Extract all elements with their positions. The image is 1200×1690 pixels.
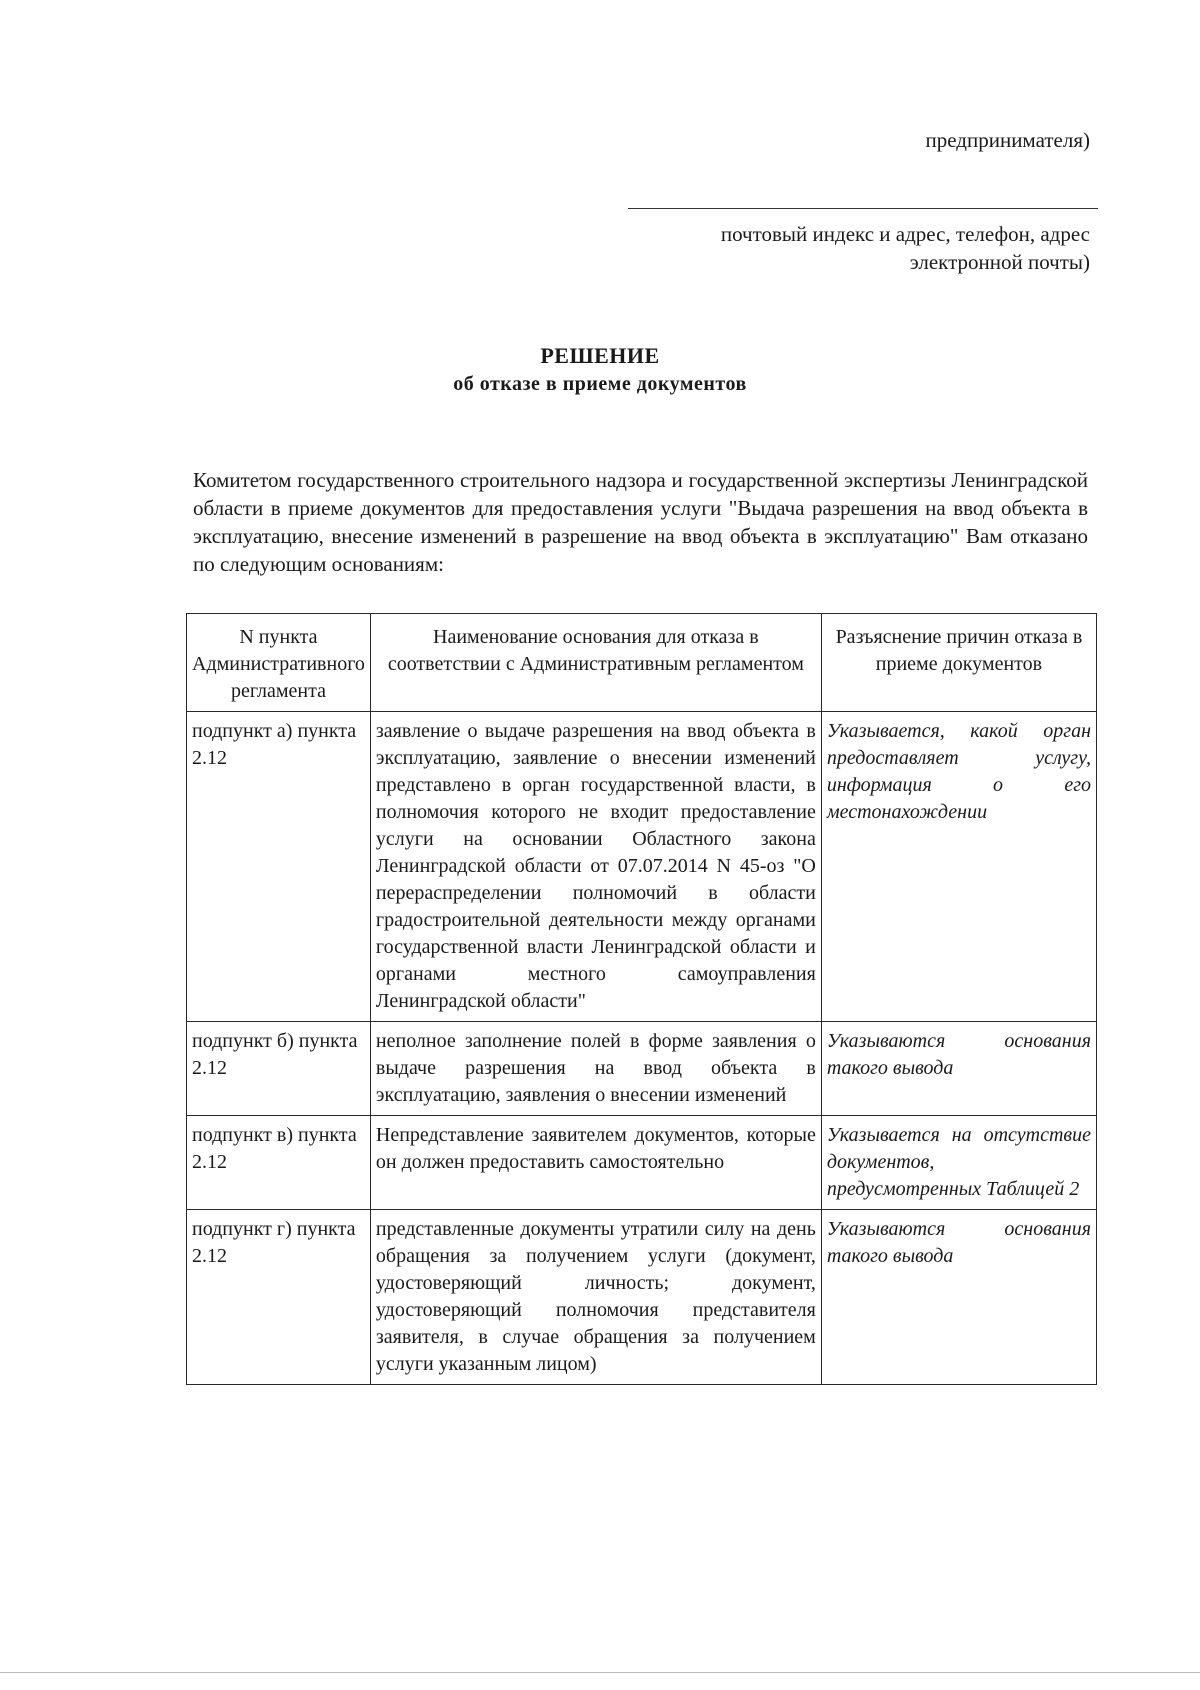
row-ground: Непредставление заявителем документов, которые он должен предоставить самостоятельно xyxy=(370,1116,821,1210)
document-subtitle: об отказе в приеме документов xyxy=(453,373,747,395)
row-point: подпункт в) пункта 2.12 xyxy=(187,1116,371,1210)
refusal-grounds-table xyxy=(186,613,1097,1385)
header-point: N пункта Административного регламента xyxy=(187,614,371,712)
row-explanation: Указывается на отсутствие документов, предусмотренных Таблицей 2 xyxy=(821,1116,1096,1210)
row-point: подпункт г) пункта 2.12 xyxy=(187,1210,371,1385)
document-title: РЕШЕНИЕ xyxy=(540,343,660,368)
row-ground: неполное заполнение полей в форме заявления о выдаче разрешения на ввод объекта в эксплуатацию, заявления о внесении изменений xyxy=(370,1022,821,1116)
header-ground: Наименование основания для отказа в соответствии с Административным регламентом xyxy=(370,614,821,712)
row-ground: представленные документы утратили силу на день обращения за получением услуги (документ, удостоверяющий личность; документ, удостоверяющий полномочия представителя заявителя, в случае обращения за получением услуги указанным лицом) xyxy=(370,1210,821,1385)
row-explanation: Указываются основания такого вывода xyxy=(821,1022,1096,1116)
table-header-row xyxy=(187,614,1097,712)
table-row xyxy=(187,1210,1097,1385)
postal-label-line1: почтовый индекс и адрес, телефон, адрес xyxy=(720,222,1090,246)
header-explanation: Разъяснение причин отказа в приеме документов xyxy=(821,614,1096,712)
postal-address-label xyxy=(721,220,1090,276)
entrepreneur-label: предпринимателя) xyxy=(925,128,1090,152)
address-signature-line xyxy=(628,208,1098,209)
row-explanation: Указывается, какой орган предоставляет услугу, информация о его местонахождении xyxy=(821,712,1096,1022)
page-bottom-edge xyxy=(0,1672,1200,1673)
row-ground: заявление о выдаче разрешения на ввод объекта в эксплуатацию, заявление о внесении изменений представлено в орган государственной власти, в полномочия которого не входит предоставление услуги на основании Областного закона Ленинградской области от 07.07.2014 N 45-оз "О перераспределении полномочий в области градостроительной деятельности между органами государственной власти Ленинградской области и органами местного самоуправления Ленинградской области" xyxy=(370,712,821,1022)
table-row xyxy=(187,712,1097,1022)
row-point: подпункт б) пункта 2.12 xyxy=(187,1022,371,1116)
postal-label-line2: электронной почты) xyxy=(909,250,1090,274)
intro-paragraph: Комитетом государственного строительного надзора и государственной экспертизы Ленинградской области в приеме документов для предоставления услуги "Выдача разрешения на ввод объекта в эксплуатацию, внесение изменений в разрешение на ввод объекта в эксплуатацию" Вам отказано по следующим основаниям: xyxy=(193,468,1088,576)
table-row xyxy=(187,1116,1097,1210)
table-row xyxy=(187,1022,1097,1116)
row-point: подпункт а) пункта 2.12 xyxy=(187,712,371,1022)
row-explanation: Указываются основания такого вывода xyxy=(821,1210,1096,1385)
